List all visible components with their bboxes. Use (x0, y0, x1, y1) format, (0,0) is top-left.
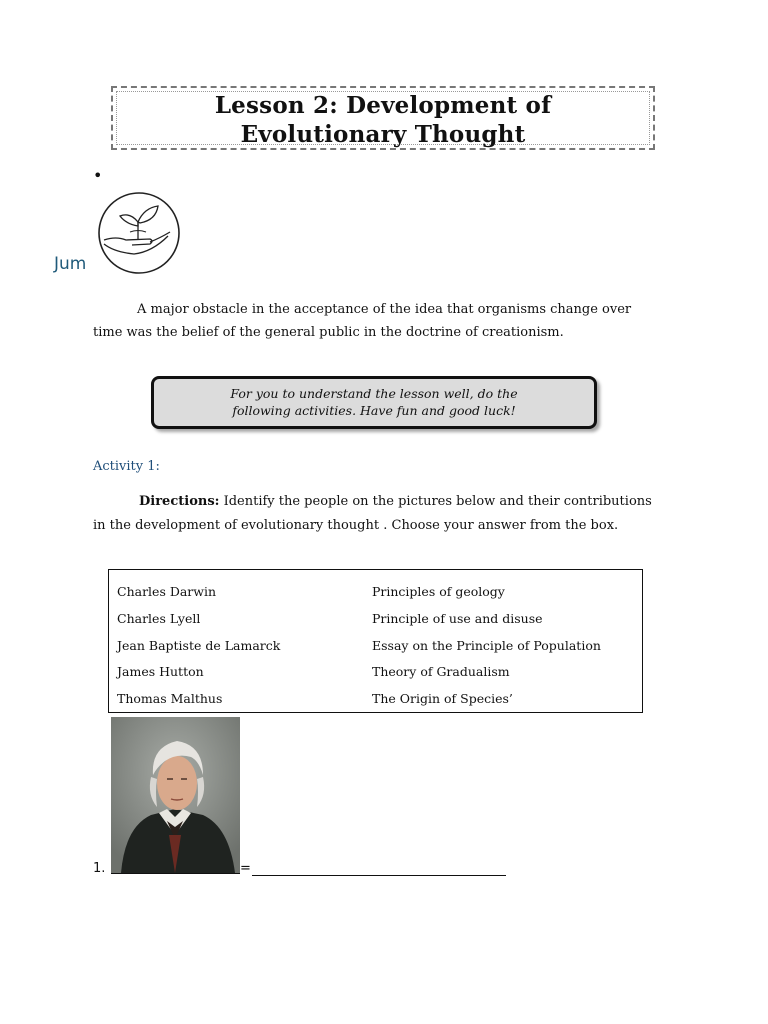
choice-contribution-5: The Origin of Species’ (372, 691, 513, 706)
choice-person-5: Thomas Malthus (117, 691, 223, 706)
choice-contribution-4: Theory of Gradualism (372, 664, 510, 679)
callout-line-1: For you to understand the lesson well, do the (230, 386, 518, 401)
portrait-image (111, 717, 240, 873)
answer-choices-box (108, 569, 643, 713)
lesson-title-box (111, 86, 655, 150)
choice-person-3: Jean Baptiste de Lamarck (117, 638, 281, 653)
choice-contribution-2: Principle of use and disuse (372, 611, 543, 626)
lesson-title-line-1: Lesson 2: Development of (214, 92, 552, 119)
name-answer-line[interactable] (111, 873, 240, 874)
choice-person-4: James Hutton (117, 664, 204, 679)
intro-line-1: A major obstacle in the acceptance of the idea that organisms change over (137, 302, 632, 317)
intro-paragraph (93, 298, 683, 344)
intro-line-2: time was the belief of the general public in the doctrine of creationism. (93, 325, 564, 340)
choice-person-2: Charles Lyell (117, 611, 201, 626)
directions-line-2: in the development of evolutionary thought . Choose your answer from the box. (93, 518, 619, 533)
callout-line-2: following activities. Have fun and good luck! (232, 403, 516, 418)
bullet-point: • (93, 166, 103, 185)
equals-sign: = (240, 861, 251, 876)
directions-line-1: Identify the people on the pictures below and their contributions (219, 494, 652, 509)
choice-contribution-3: Essay on the Principle of Population (372, 638, 601, 653)
side-label: Jum (54, 254, 87, 274)
question-number: 1. (93, 861, 106, 876)
choice-contribution-1: Principles of geology (372, 584, 505, 599)
directions-label: Directions: (139, 494, 220, 509)
activity-heading: Activity 1: (93, 459, 160, 474)
choice-person-1: Charles Darwin (117, 584, 217, 599)
contribution-answer-line[interactable] (252, 875, 506, 876)
lesson-title-line-2: Evolutionary Thought (240, 121, 526, 148)
instruction-callout (151, 376, 597, 429)
hand-with-plant-icon (94, 192, 184, 276)
directions-paragraph (93, 490, 693, 538)
